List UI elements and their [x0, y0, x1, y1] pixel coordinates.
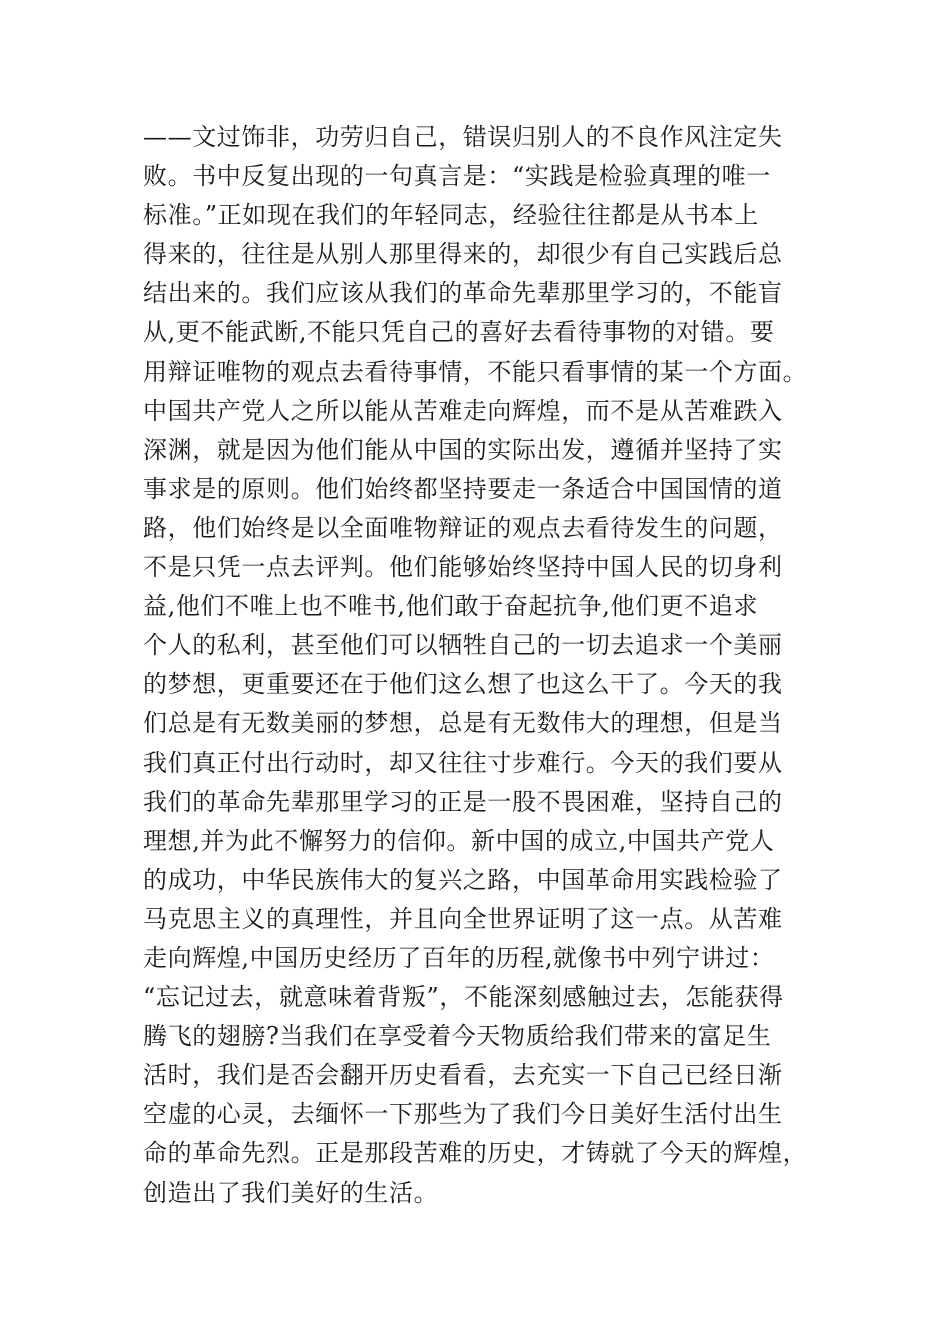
text-line: 们总是有无数美丽的梦想，总是有无数伟大的理想，但是当 — [143, 709, 783, 738]
text-line: 的成功，中华民族伟大的复兴之路，中国革命用实践检验了 — [143, 865, 783, 894]
text-line: 中国共产党人之所以能从苦难走向辉煌，而不是从苦难跌入 — [143, 396, 783, 425]
text-line: “忘记过去，就意味着背叛”，不能深刻感触过去，怎能获得 — [143, 983, 784, 1012]
text-line: 结出来的。我们应该从我们的革命先辈那里学习的，不能盲 — [143, 279, 783, 308]
text-line: 事求是的原则。他们始终都坚持要走一条适合中国国情的道 — [143, 474, 783, 503]
text-line: 路，他们始终是以全面唯物辩证的观点去看待发生的问题， — [143, 513, 783, 542]
text-line: 命的革命先烈。正是那段苦难的历史，才铸就了今天的辉煌， — [143, 1139, 808, 1168]
text-line: ——文过饰非，功劳归自己，错误归别人的不良作风注定失 — [143, 123, 783, 151]
text-line: 标准。”正如现在我们的年轻同志，经验往往都是从书本上 — [143, 201, 759, 230]
text-line: 空虚的心灵，去缅怀一下那些为了我们今日美好生活付出生 — [143, 1100, 783, 1129]
text-line: 腾飞的翅膀?当我们在享受着今天物质给我们带来的富足生 — [143, 1022, 772, 1051]
text-line: 马克思主义的真理性，并且向全世界证明了这一点。从苦难 — [143, 904, 783, 933]
text-line: 我们真正付出行动时，却又往往寸步难行。今天的我们要从 — [143, 748, 783, 777]
text-line: 我们的革命先辈那里学习的正是一股不畏困难，坚持自己的 — [143, 787, 783, 816]
text-line: 益,他们不唯上也不唯书,他们敢于奋起抗争,他们更不追求 — [143, 592, 759, 621]
text-line: 创造出了我们美好的生活。 — [143, 1178, 439, 1207]
text-line: 走向辉煌,中国历史经历了百年的历程,就像书中列宁讲过： — [143, 943, 775, 972]
text-line: 深渊，就是因为他们能从中国的实际出发，遵循并坚持了实 — [143, 435, 783, 464]
text-line: 败。书中反复出现的一句真言是：“实践是检验真理的唯一 — [143, 162, 771, 191]
text-line: 的梦想，更重要还在于他们这么想了也这么干了。今天的我 — [143, 670, 783, 699]
text-line: 理想,并为此不懈努力的信仰。新中国的成立,中国共产党人 — [143, 826, 775, 855]
text-line: 活时，我们是否会翻开历史看看，去充实一下自己已经日渐 — [143, 1061, 783, 1090]
body-paragraph — [143, 118, 823, 1213]
text-line: 个人的私利，甚至他们可以牺牲自己的一切去追求一个美丽 — [143, 631, 783, 660]
text-line: 得来的，往往是从别人那里得来的，却很少有自己实践后总 — [143, 240, 783, 269]
text-line: 不是只凭一点去评判。他们能够始终坚持中国人民的切身利 — [143, 553, 783, 582]
text-line: 从,更不能武断,不能只凭自己的喜好去看待事物的对错。要 — [143, 318, 775, 347]
text-line: 用辩证唯物的观点去看待事情，不能只看事情的某一个方面。 — [143, 357, 808, 386]
